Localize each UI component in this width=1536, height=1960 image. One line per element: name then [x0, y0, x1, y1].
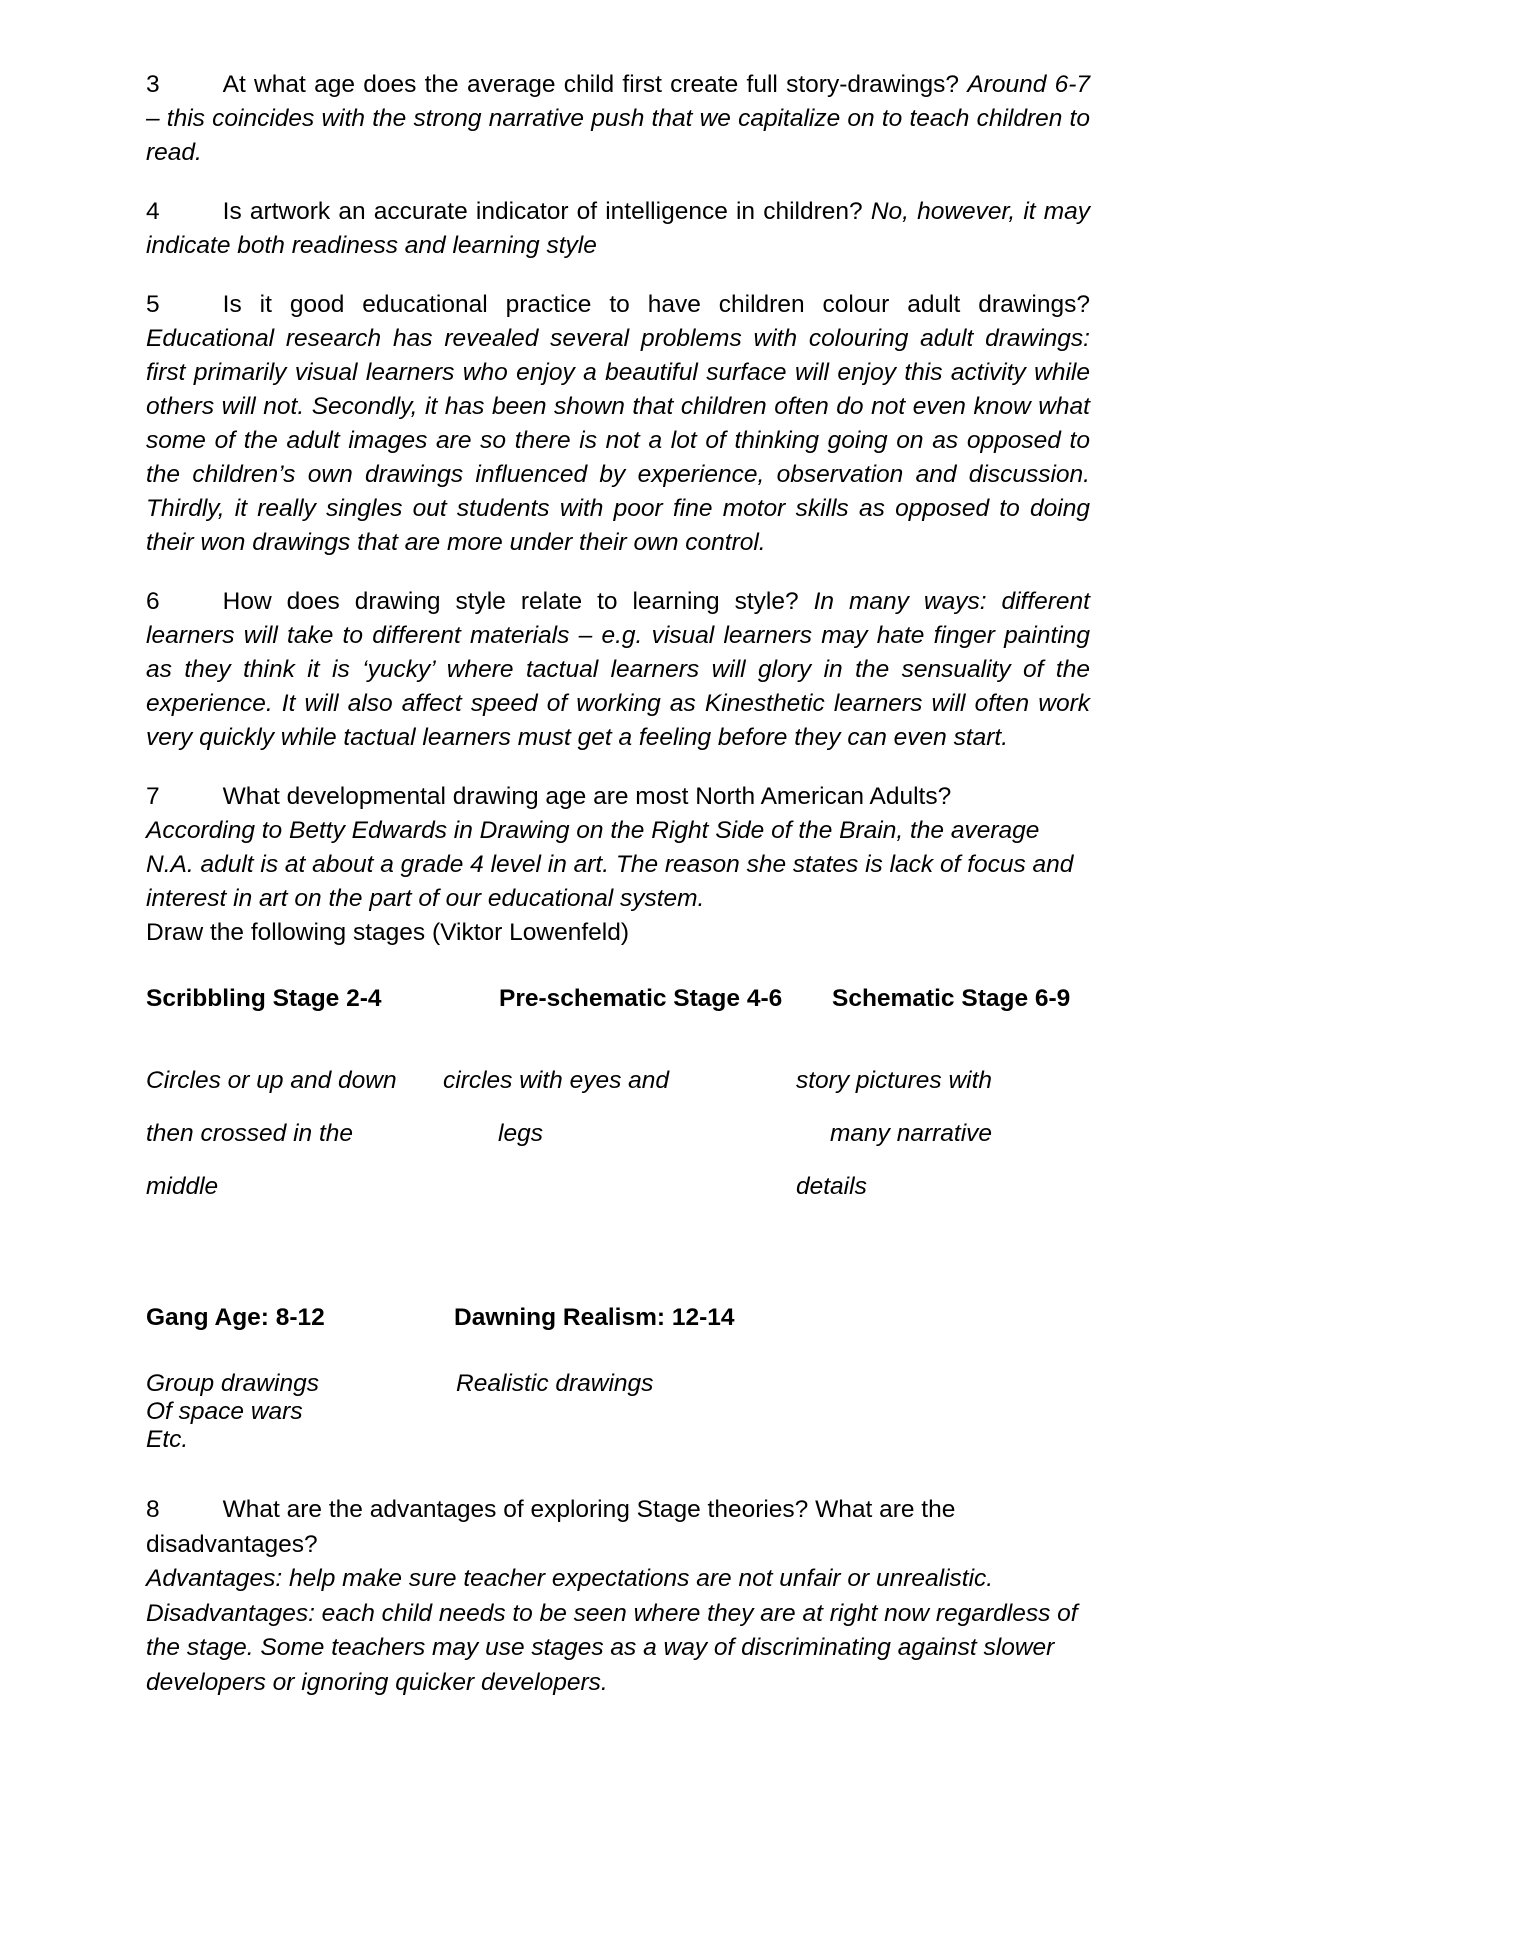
qa-item-5 — [146, 288, 1090, 560]
qa-item-5-number: 5 — [146, 291, 160, 318]
qa-item-6 — [146, 585, 1090, 755]
stage2-cell-1-1: Group drawings — [146, 1370, 319, 1397]
stages-group-1 — [146, 982, 1090, 1223]
qa-item-4-answer: No, however, it may indicate both readiness and learning style — [146, 198, 1091, 259]
qa-item-4-number: 4 — [146, 198, 160, 225]
qa-item-7-question-line — [146, 780, 1090, 814]
qa-item-6-answer: In many ways: different learners will take to different materials – e.g. visual learners may hate finger painting as they think it is ‘yucky’ where tactual learners will glory in the sensuality of the experience. It will also affect speed of working as Kinesthetic learners will often work very quickly while tactual learners must get a feeling before they can even start. — [146, 588, 1090, 751]
stage-header-scribbling: Scribbling Stage 2-4 — [146, 985, 382, 1012]
stage2-row-3 — [146, 1423, 1090, 1451]
stage-cell-3-3: details — [796, 1173, 867, 1200]
qa-item-8 — [146, 1493, 1090, 1700]
stage2-cell-2-1: Of space wars — [146, 1398, 303, 1425]
stages-group-1-rows — [146, 1064, 1090, 1223]
qa-item-7-question: What developmental drawing age are most North American Adults? — [222, 783, 952, 810]
qa-item-6-number: 6 — [146, 588, 160, 615]
stage-cell-1-3: story pictures with — [796, 1067, 993, 1094]
stage-cell-2-3: many narrative — [830, 1120, 993, 1147]
stage-row-3 — [146, 1170, 1090, 1223]
stage-row-1 — [146, 1064, 1090, 1117]
qa-item-8-disadvantages: Disadvantages: each child needs to be seen where they are at right now regardless of the stage. Some teachers may use stages as a way of discriminating against slower developers or ignoring quicker developers. — [146, 1599, 1078, 1696]
stages-group-2 — [146, 1301, 1090, 1451]
qa-item-8-question-line — [146, 1493, 1090, 1562]
stage2-row-1 — [146, 1367, 1090, 1395]
stage2-cell-3-1: Etc. — [146, 1426, 189, 1453]
qa-item-6-question: How does drawing style relate to learning style? — [222, 588, 799, 615]
qa-item-4-question: Is artwork an accurate indicator of intelligence in children? — [222, 198, 863, 225]
qa-item-7-number: 7 — [146, 783, 160, 810]
document-body — [146, 68, 1090, 1700]
stage-cell-1-1: Circles or up and down — [146, 1067, 397, 1094]
stages-group-2-headers — [146, 1301, 1090, 1341]
draw-stages-instruction: Draw the following stages (Viktor Lowenfeld) — [146, 919, 629, 946]
stage-header-gang-age: Gang Age: 8-12 — [146, 1304, 325, 1331]
qa-item-3-number: 3 — [146, 71, 160, 98]
qa-item-8-question: What are the advantages of exploring Stage theories? What are the disadvantages? — [146, 1496, 956, 1558]
stage2-row-2 — [146, 1395, 1090, 1423]
stage-row-2 — [146, 1117, 1090, 1170]
stage-header-pre-schematic: Pre-schematic Stage 4-6 — [499, 985, 783, 1012]
qa-item-5-question: Is it good educational practice to have children colour adult drawings? — [222, 291, 1090, 318]
stage2-cell-1-2: Realistic drawings — [456, 1370, 654, 1397]
stages-group-1-headers — [146, 982, 1090, 1022]
stage-cell-1-2: circles with eyes and — [443, 1067, 670, 1094]
qa-item-8-number: 8 — [146, 1496, 160, 1523]
stages-group-2-rows — [146, 1367, 1090, 1451]
qa-item-4 — [146, 195, 1090, 263]
qa-item-5-answer: Educational research has revealed several problems with colouring adult drawings: first primarily visual learners who enjoy a beautiful surface will enjoy this activity while others will not. Secondly, it has been shown that children often do not even know what some of the adult images are so there is not a lot of thinking going on as opposed to the children’s own drawings influenced by experience, observation and discussion. Thirdly, it really singles out students with poor fine motor skills as opposed to doing their won drawings that are more under their own control. — [146, 325, 1090, 556]
qa-item-7-answer: According to Betty Edwards in Drawing on the Right Side of the Brain, the average N.A. adult is at about a grade 4 level in art. The reason she states is lack of focus and interest in art on the part of our educational system. — [146, 817, 1074, 912]
stage-cell-2-1: then crossed in the — [146, 1120, 354, 1147]
stage-cell-2-2: legs — [498, 1120, 543, 1147]
stage-header-schematic: Schematic Stage 6-9 — [832, 985, 1071, 1012]
qa-item-3-answer: Around 6-7 – this coincides with the strong narrative push that we capitalize on to teach children to read. — [146, 71, 1090, 166]
qa-item-3 — [146, 68, 1090, 170]
stage-cell-3-1: middle — [146, 1173, 219, 1200]
qa-item-8-advantages: Advantages: help make sure teacher expectations are not unfair or unrealistic. — [146, 1565, 994, 1592]
qa-item-3-question: At what age does the average child first create full story-drawings? — [222, 71, 960, 98]
stage-header-dawning-realism: Dawning Realism: 12-14 — [454, 1304, 735, 1331]
